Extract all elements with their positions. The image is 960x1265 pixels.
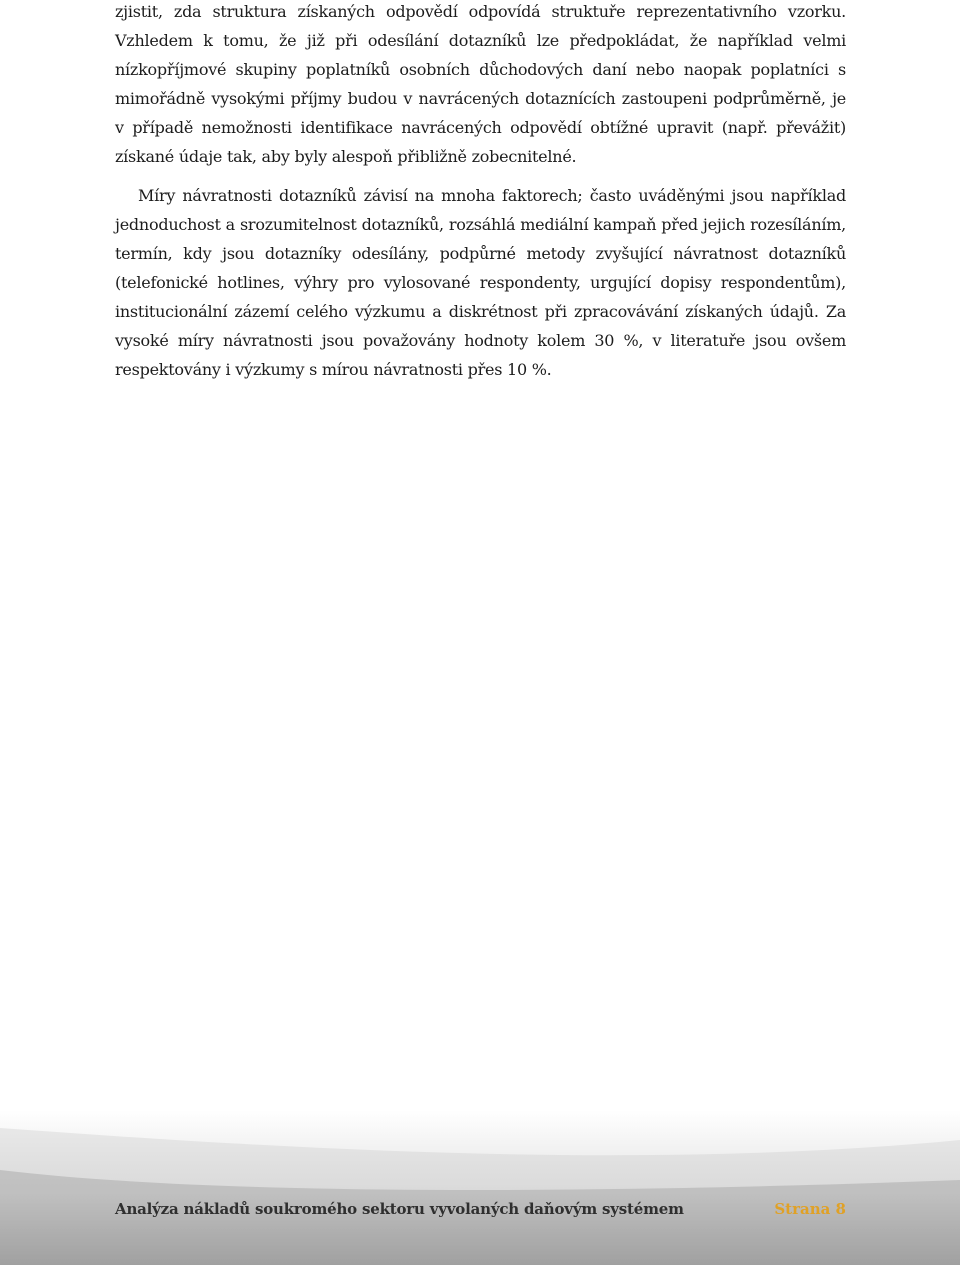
paragraph-1: zjistit, zda struktura získaných odpovědí odpovídá struktuře reprezentativního vzorku. Vzhledem k tomu, že již při odesílání dotazníků lze předpokládat, že například velmi nízkopříjmové skupiny poplatníků osobních důchodových daní nebo naopak poplatníci s mimořádně vysokými příjmy budou v navrácených dotaznících zastoupeni podprůměrně, je v případě nemožnosti identifikace navrácených odpovědí obtížné upravit (např. převážit) získané údaje tak, aby byly alespoň přibližně zobecnitelné.: [115, 2, 846, 166]
paragraph-2: Míry návratnosti dotazníků závisí na mnoha faktorech; často uváděnými jsou například jednoduchost a srozumitelnost dotazníků, rozsáhlá mediální kampaň před jejich rozesíláním, termín, kdy jsou dotazníky odesílány, podpůrné metody zvyšující návratnost dotazníků (telefonické hotlines, výhry pro vylosované respondenty, urgující dopisy respondentům), institucionální zázemí celého výzkumu a diskrétnost při zpracovávání získaných údajů. Za vysoké míry návratnosti jsou považovány hodnoty kolem 30 %, v literatuře jsou ovšem respektovány i výzkumy s mírou návratnosti přes 10 %.: [115, 186, 846, 379]
footer-page-number: Strana 8: [774, 1200, 846, 1218]
footer-wave-decoration: [0, 1110, 960, 1265]
document-body: [115, 0, 846, 384]
footer-document-title: Analýza nákladů soukromého sektoru vyvolaných daňovým systémem: [115, 1200, 684, 1218]
footer-background: [0, 1110, 960, 1265]
